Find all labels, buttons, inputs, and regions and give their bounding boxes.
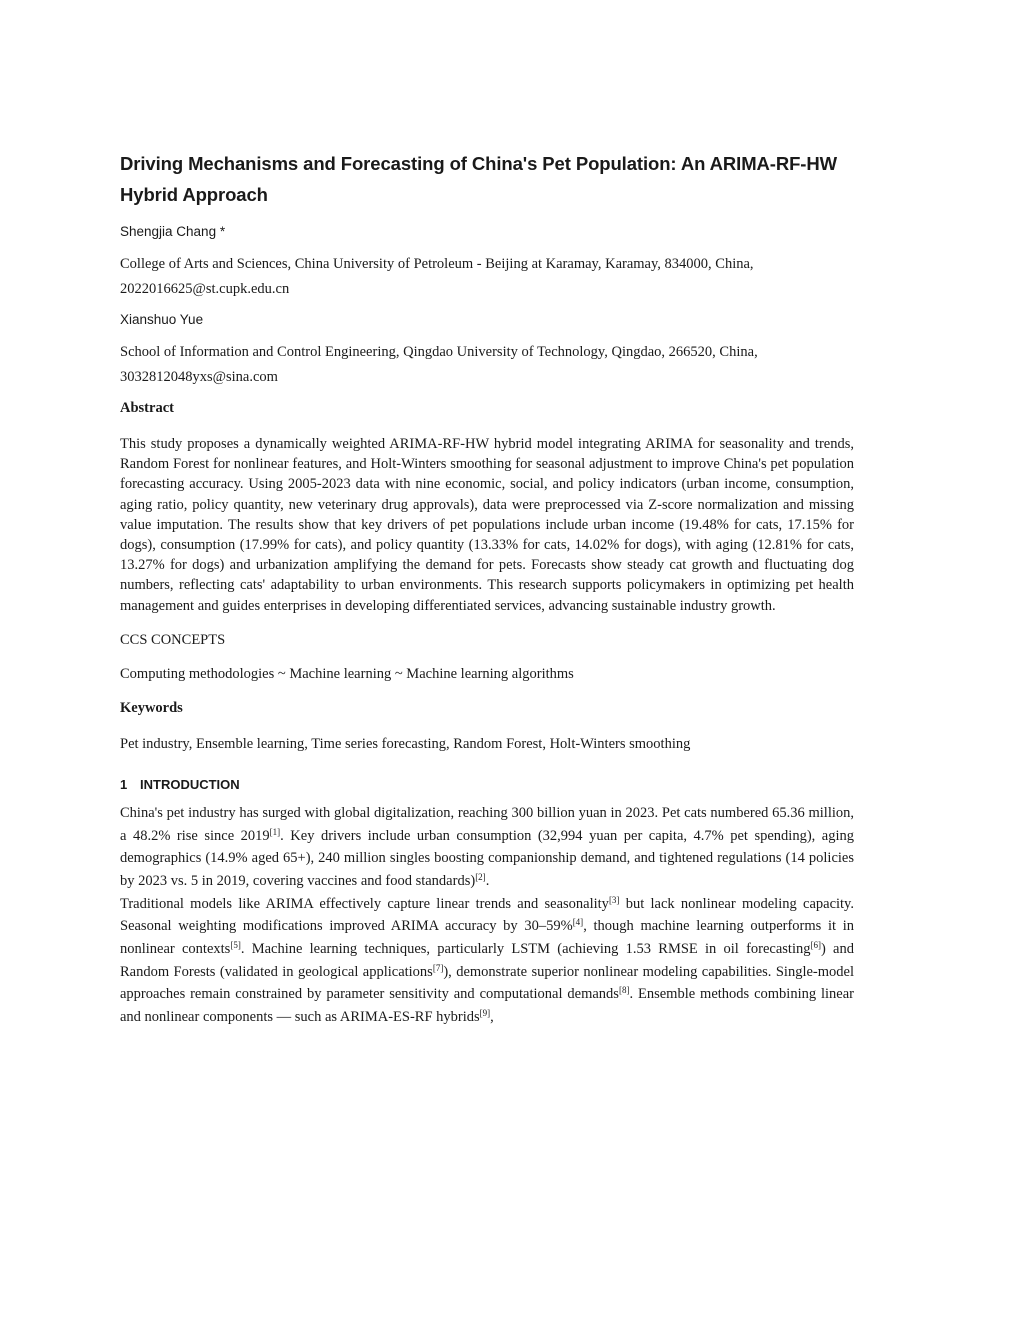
intro-text: . Machine learning techniques, particularly LSTM (achieving 1.53 RMSE in oil forecasting xyxy=(240,941,811,958)
intro-text: China's pet industry has surged with global digitalization, reaching 300 billion yuan in 2023. Pet cats numbered 65.36 million, a 48.2% rise since 2019 xyxy=(120,804,854,844)
intro-text: . Key drivers include urban consumption (32,994 yuan per capita, 4.7% pet spending), aging demographics (14.9% aged 65+), 240 million singles boosting companionship demand, and tightened regulations (14 policies by 2023 vs. 5 in 2019, covering vaccines and food standards) xyxy=(120,827,854,889)
author-email: 2022016625@st.cupk.edu.cn xyxy=(120,281,290,297)
intro-text: . xyxy=(485,872,490,889)
paper-page xyxy=(120,148,854,1029)
abstract-text: This study proposes a dynamically weighted ARIMA-RF-HW hybrid model integrating ARIMA for seasonality and trends, Random Forest for nonlinear features, and Holt-Winters smoothing for seasonal adjustment to improve China's pet population forecasting accuracy. Using 2005-2023 data with nine economic, social, and policy indicators (urban income, consumption, aging ratio, policy quantity, new veterinary drug approvals), data were preprocessed via Z-score normalization and missing value imputation. The results show that key drivers of pet populations include urban income (19.48% for cats, 17.15% for dogs), consumption (17.99% for cats), and policy quantity (13.33% for cats, 14.02% for dogs), with aging (12.81% for cats, 13.27% for dogs) and urbanization amplifying the demand for pets. Forecasts show steady cat growth and fluctuating dog numbers, reflecting cats' adaptability to urban environments. This research supports policymakers in optimizing pet health management and guides enterprises in developing differentiated services, advancing sustainable industry growth. xyxy=(120,436,854,614)
citation[interactable]: [2] xyxy=(475,871,486,882)
intro-text: . Ensemble methods combining linear and nonlinear components — such as ARIMA-ES-RF hybrids xyxy=(120,986,855,1026)
citation[interactable]: [7] xyxy=(432,962,444,973)
affiliation-text: School of Information and Control Engineering, Qingdao University of Technology, Qingdao, 266520, China, xyxy=(120,344,758,360)
ccs-heading: CCS CONCEPTS xyxy=(120,631,226,648)
author-name-2: Xianshuo Yue xyxy=(120,312,204,327)
intro-text: ) and Random Forests (validated in geological applications xyxy=(120,941,854,980)
intro-text: , though machine learning outperforms it in nonlinear contexts xyxy=(120,918,855,958)
author-email: 3032812048yxs@sina.com xyxy=(120,369,278,385)
author-affiliation-2 xyxy=(120,340,854,390)
intro-text: ), demonstrate superior nonlinear modeling capabilities. Single-model approaches remain constrained by parameter sensitivity and computational demands xyxy=(120,963,854,1003)
intro-text: Traditional models like ARIMA effectively capture linear trends and seasonality xyxy=(120,895,609,912)
section-number: 1 xyxy=(120,776,128,792)
intro-paragraph-1 xyxy=(120,802,854,893)
affiliation-text: College of Arts and Sciences, China University of Petroleum - Beijing at Karamay, Karamay, 834000, China, xyxy=(120,256,754,272)
intro-paragraph-2 xyxy=(120,893,854,1029)
citation[interactable]: [1] xyxy=(269,826,281,837)
paper-title: Driving Mechanisms and Forecasting of China's Pet Population: An ARIMA-RF-HW Hybrid Approach xyxy=(120,153,837,205)
citation[interactable]: [4] xyxy=(572,917,584,928)
intro-text: but lack nonlinear modeling capacity. Seasonal weighting modifications improved ARIMA accuracy by 30–59% xyxy=(120,895,854,935)
keywords-text: Pet industry, Ensemble learning, Time series forecasting, Random Forest, Holt-Winters smoothing xyxy=(120,735,691,752)
citation[interactable]: [9] xyxy=(479,1008,491,1019)
citation[interactable]: [3] xyxy=(608,894,620,905)
abstract-heading: Abstract xyxy=(120,400,174,416)
citation[interactable]: [8] xyxy=(618,985,630,996)
author-name-1: Shengjia Chang * xyxy=(120,224,226,239)
keywords-heading: Keywords xyxy=(120,699,183,716)
citation[interactable]: [5] xyxy=(230,940,241,951)
ccs-concepts: Computing methodologies ~ Machine learning ~ Machine learning algorithms xyxy=(120,665,574,682)
citation[interactable]: [6] xyxy=(810,940,821,951)
intro-heading xyxy=(120,776,854,794)
author-affiliation-1 xyxy=(120,252,854,302)
intro-text: , xyxy=(490,1009,494,1026)
section-title: INTRODUCTION xyxy=(140,776,240,792)
